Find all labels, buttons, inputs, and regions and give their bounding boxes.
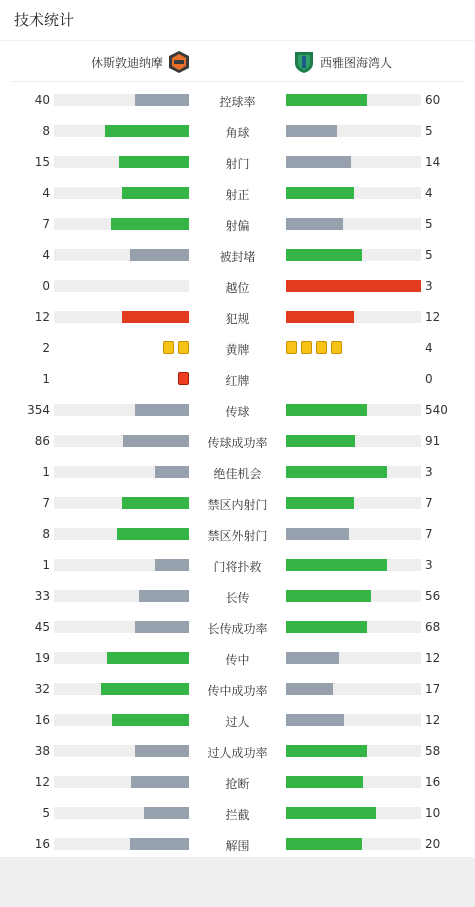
- home-stat-value: 0: [42, 279, 50, 293]
- away-stat-bar-fill: [286, 528, 349, 540]
- home-stat-value: 33: [34, 589, 50, 603]
- stat-label: 控球率: [219, 95, 256, 109]
- home-stat-value: 45: [34, 620, 50, 634]
- away-stat-value: 58: [425, 744, 441, 758]
- home-stat-bar-track: [54, 497, 189, 509]
- away-stat-bar-track: [286, 838, 421, 850]
- home-stat-bar-track: [54, 776, 189, 788]
- home-team-name: 休斯敦迪纳摩: [90, 55, 163, 70]
- stat-row: [0, 769, 475, 800]
- home-stat-bar-track: [54, 218, 189, 230]
- away-stat-bar-fill: [286, 249, 362, 261]
- home-stat-bar-fill: [105, 125, 189, 137]
- away-stat-value: 17: [425, 682, 441, 696]
- away-stat-value: 0: [425, 372, 433, 386]
- home-stat-bar-fill: [122, 497, 190, 509]
- stat-row: [0, 800, 475, 831]
- home-stat-value: 7: [42, 496, 50, 510]
- stat-row: [0, 180, 475, 211]
- stat-row: [0, 304, 475, 335]
- home-stat-bar-track: [54, 249, 189, 261]
- teams-header: [10, 41, 465, 82]
- stat-row: [0, 397, 475, 428]
- home-stat-value: 16: [34, 837, 50, 851]
- stat-label: 传中成功率: [207, 684, 268, 698]
- away-stat-bar-fill: [286, 187, 354, 199]
- home-stat-value: 1: [42, 558, 50, 572]
- away-stat-bar-track: [286, 218, 421, 230]
- home-stat-value: 19: [34, 651, 50, 665]
- away-stat-bar-track: [286, 745, 421, 757]
- stat-label: 越位: [225, 281, 250, 295]
- home-stat-bar-track: [54, 528, 189, 540]
- away-stat-bar-fill: [286, 559, 387, 571]
- houston-dynamo-crest-icon: [168, 50, 190, 74]
- stat-label: 射正: [225, 188, 250, 202]
- away-stat-bar-fill: [286, 156, 351, 168]
- home-stat-value: 16: [34, 713, 50, 727]
- away-cards: [286, 341, 342, 354]
- stat-row: [0, 273, 475, 304]
- away-stat-bar-fill: [286, 94, 367, 106]
- home-stat-value: 86: [34, 434, 50, 448]
- home-stat-bar-track: [54, 125, 189, 137]
- home-stat-bar-track: [54, 714, 189, 726]
- away-stat-value: 3: [425, 465, 433, 479]
- seattle-sounders-crest-icon: [293, 50, 315, 74]
- away-stat-value: 56: [425, 589, 441, 603]
- stat-label: 过人成功率: [207, 746, 268, 760]
- away-stat-value: 20: [425, 837, 441, 851]
- home-cards: [163, 341, 189, 354]
- away-stat-bar-fill: [286, 497, 354, 509]
- stat-row: [0, 428, 475, 459]
- away-stat-bar-fill: [286, 435, 355, 447]
- home-stat-bar-fill: [135, 94, 189, 106]
- home-stat-value: 354: [27, 403, 50, 417]
- yellow-card-icon: [316, 341, 327, 354]
- stat-label: 传中: [225, 653, 250, 667]
- page-title: 技术统计: [0, 0, 475, 41]
- red-card-icon: [178, 372, 189, 385]
- away-stat-value: 12: [425, 713, 441, 727]
- stat-row: [0, 490, 475, 521]
- away-stat-value: 3: [425, 558, 433, 572]
- away-stat-bar-track: [286, 466, 421, 478]
- home-stat-value: 8: [42, 124, 50, 138]
- home-stat-value: 8: [42, 527, 50, 541]
- away-stat-bar-track: [286, 311, 421, 323]
- yellow-card-icon: [331, 341, 342, 354]
- away-stat-value: 60: [425, 93, 441, 107]
- home-stat-value: 40: [34, 93, 50, 107]
- home-stat-bar-fill: [130, 838, 189, 850]
- stat-label: 过人: [225, 715, 250, 729]
- away-stat-bar-fill: [286, 621, 367, 633]
- stat-label: 犯规: [225, 312, 250, 326]
- home-stat-bar-track: [54, 745, 189, 757]
- away-stat-value: 16: [425, 775, 441, 789]
- stat-label: 长传成功率: [207, 622, 268, 636]
- home-stat-bar-track: [54, 404, 189, 416]
- away-stat-bar-fill: [286, 311, 354, 323]
- stat-label: 禁区外射门: [207, 529, 268, 543]
- away-stat-bar-track: [286, 280, 421, 292]
- home-stat-value: 5: [42, 806, 50, 820]
- home-stat-bar-track: [54, 807, 189, 819]
- home-stat-bar-track: [54, 94, 189, 106]
- home-stat-bar-fill: [112, 714, 189, 726]
- stat-row: [0, 614, 475, 645]
- home-stat-bar-fill: [144, 807, 189, 819]
- home-stat-bar-track: [54, 435, 189, 447]
- stat-label: 绝佳机会: [213, 467, 262, 481]
- away-stat-value: 12: [425, 651, 441, 665]
- away-stat-bar-track: [286, 249, 421, 261]
- away-stat-value: 5: [425, 217, 433, 231]
- away-stat-value: 12: [425, 310, 441, 324]
- home-stat-value: 12: [34, 775, 50, 789]
- home-stat-bar-fill: [135, 745, 189, 757]
- home-stat-bar-track: [54, 559, 189, 571]
- stat-label: 传球成功率: [207, 436, 268, 450]
- home-stat-value: 4: [42, 186, 50, 200]
- home-stat-bar-track: [54, 156, 189, 168]
- stat-label: 被封堵: [219, 250, 256, 264]
- home-stat-bar-track: [54, 838, 189, 850]
- stat-row: [0, 335, 475, 366]
- away-stat-value: 7: [425, 527, 433, 541]
- stat-row: [0, 552, 475, 583]
- away-stat-bar-track: [286, 590, 421, 602]
- away-stat-bar-track: [286, 652, 421, 664]
- away-stat-bar-fill: [286, 218, 343, 230]
- home-stat-value: 15: [34, 155, 50, 169]
- home-stat-bar-fill: [135, 621, 189, 633]
- away-stat-value: 10: [425, 806, 441, 820]
- home-stat-bar-track: [54, 621, 189, 633]
- away-stat-bar-fill: [286, 404, 367, 416]
- away-stat-value: 4: [425, 341, 433, 355]
- away-stat-bar-track: [286, 187, 421, 199]
- away-stat-bar-fill: [286, 652, 339, 664]
- stat-row: [0, 583, 475, 614]
- yellow-card-icon: [163, 341, 174, 354]
- away-stat-value: 3: [425, 279, 433, 293]
- away-team-name: 西雅图海湾人: [320, 55, 393, 70]
- home-stat-bar-fill: [119, 156, 189, 168]
- away-stat-value: 5: [425, 124, 433, 138]
- stat-label: 禁区内射门: [207, 498, 268, 512]
- away-stat-bar-track: [286, 94, 421, 106]
- home-stat-bar-track: [54, 187, 189, 199]
- home-stat-value: 4: [42, 248, 50, 262]
- stat-label: 门将扑救: [213, 560, 262, 574]
- stat-label: 长传: [225, 591, 250, 605]
- away-stat-bar-track: [286, 807, 421, 819]
- stat-label: 拦截: [225, 808, 250, 822]
- stat-label: 红牌: [225, 374, 250, 388]
- home-stat-bar-fill: [122, 187, 190, 199]
- home-stat-bar-fill: [135, 404, 189, 416]
- home-stat-bar-track: [54, 280, 189, 292]
- home-stat-bar-track: [54, 652, 189, 664]
- stat-row: [0, 118, 475, 149]
- away-stat-value: 540: [425, 403, 448, 417]
- home-stat-bar-fill: [155, 466, 189, 478]
- away-stat-bar-fill: [286, 807, 376, 819]
- yellow-card-icon: [286, 341, 297, 354]
- stat-row: [0, 149, 475, 180]
- home-stat-bar-fill: [130, 249, 189, 261]
- away-stat-value: 7: [425, 496, 433, 510]
- stat-row: [0, 738, 475, 769]
- home-stat-value: 7: [42, 217, 50, 231]
- stat-row: [0, 211, 475, 242]
- home-stat-bar-fill: [139, 590, 189, 602]
- home-stat-bar-fill: [122, 311, 190, 323]
- home-stat-bar-fill: [155, 559, 189, 571]
- home-stat-value: 12: [34, 310, 50, 324]
- away-stat-bar-track: [286, 714, 421, 726]
- away-stat-bar-fill: [286, 838, 362, 850]
- away-stat-bar-track: [286, 156, 421, 168]
- stats-list: [0, 87, 475, 862]
- stat-row: [0, 707, 475, 738]
- stat-row: [0, 831, 475, 862]
- away-stat-value: 4: [425, 186, 433, 200]
- home-cards: [178, 372, 189, 385]
- stat-label: 解围: [225, 839, 250, 853]
- home-stat-bar-fill: [123, 435, 189, 447]
- stat-label: 射偏: [225, 219, 250, 233]
- home-stat-bar-fill: [111, 218, 189, 230]
- home-stat-value: 2: [42, 341, 50, 355]
- home-stat-bar-track: [54, 590, 189, 602]
- away-stat-value: 14: [425, 155, 441, 169]
- home-team[interactable]: [91, 50, 190, 74]
- home-stat-bar-fill: [107, 652, 189, 664]
- home-stat-value: 38: [34, 744, 50, 758]
- away-stat-bar-fill: [286, 280, 421, 292]
- home-stat-bar-fill: [117, 528, 189, 540]
- away-stat-bar-track: [286, 621, 421, 633]
- home-stat-bar-track: [54, 311, 189, 323]
- stat-label: 抢断: [225, 777, 250, 791]
- home-stat-bar-track: [54, 683, 189, 695]
- away-stat-bar-fill: [286, 745, 367, 757]
- away-stat-bar-fill: [286, 125, 337, 137]
- away-stat-bar-track: [286, 776, 421, 788]
- stat-row: [0, 242, 475, 273]
- stat-row: [0, 645, 475, 676]
- stat-row: [0, 521, 475, 552]
- away-stat-bar-fill: [286, 683, 333, 695]
- away-stat-bar-track: [286, 435, 421, 447]
- away-stat-value: 68: [425, 620, 441, 634]
- home-stat-bar-track: [54, 466, 189, 478]
- home-stat-value: 1: [42, 465, 50, 479]
- away-stat-value: 91: [425, 434, 441, 448]
- home-stat-value: 32: [34, 682, 50, 696]
- away-stat-bar-fill: [286, 714, 344, 726]
- stat-label: 角球: [225, 126, 250, 140]
- away-stat-bar-fill: [286, 776, 363, 788]
- stat-row: [0, 87, 475, 118]
- away-stat-bar-track: [286, 497, 421, 509]
- yellow-card-icon: [301, 341, 312, 354]
- stat-label: 传球: [225, 405, 250, 419]
- stat-row: [0, 676, 475, 707]
- stat-label: 黄牌: [225, 343, 250, 357]
- home-stat-value: 1: [42, 372, 50, 386]
- home-stat-bar-fill: [101, 683, 189, 695]
- stat-label: 射门: [225, 157, 250, 171]
- away-stat-bar-track: [286, 559, 421, 571]
- away-stat-value: 5: [425, 248, 433, 262]
- stat-row: [0, 459, 475, 490]
- away-stat-bar-fill: [286, 466, 387, 478]
- away-stat-bar-fill: [286, 590, 371, 602]
- away-stat-bar-track: [286, 125, 421, 137]
- yellow-card-icon: [178, 341, 189, 354]
- away-stat-bar-track: [286, 404, 421, 416]
- stat-row: [0, 366, 475, 397]
- away-team[interactable]: [293, 50, 392, 74]
- home-stat-bar-fill: [131, 776, 189, 788]
- away-stat-bar-track: [286, 683, 421, 695]
- away-stat-bar-track: [286, 528, 421, 540]
